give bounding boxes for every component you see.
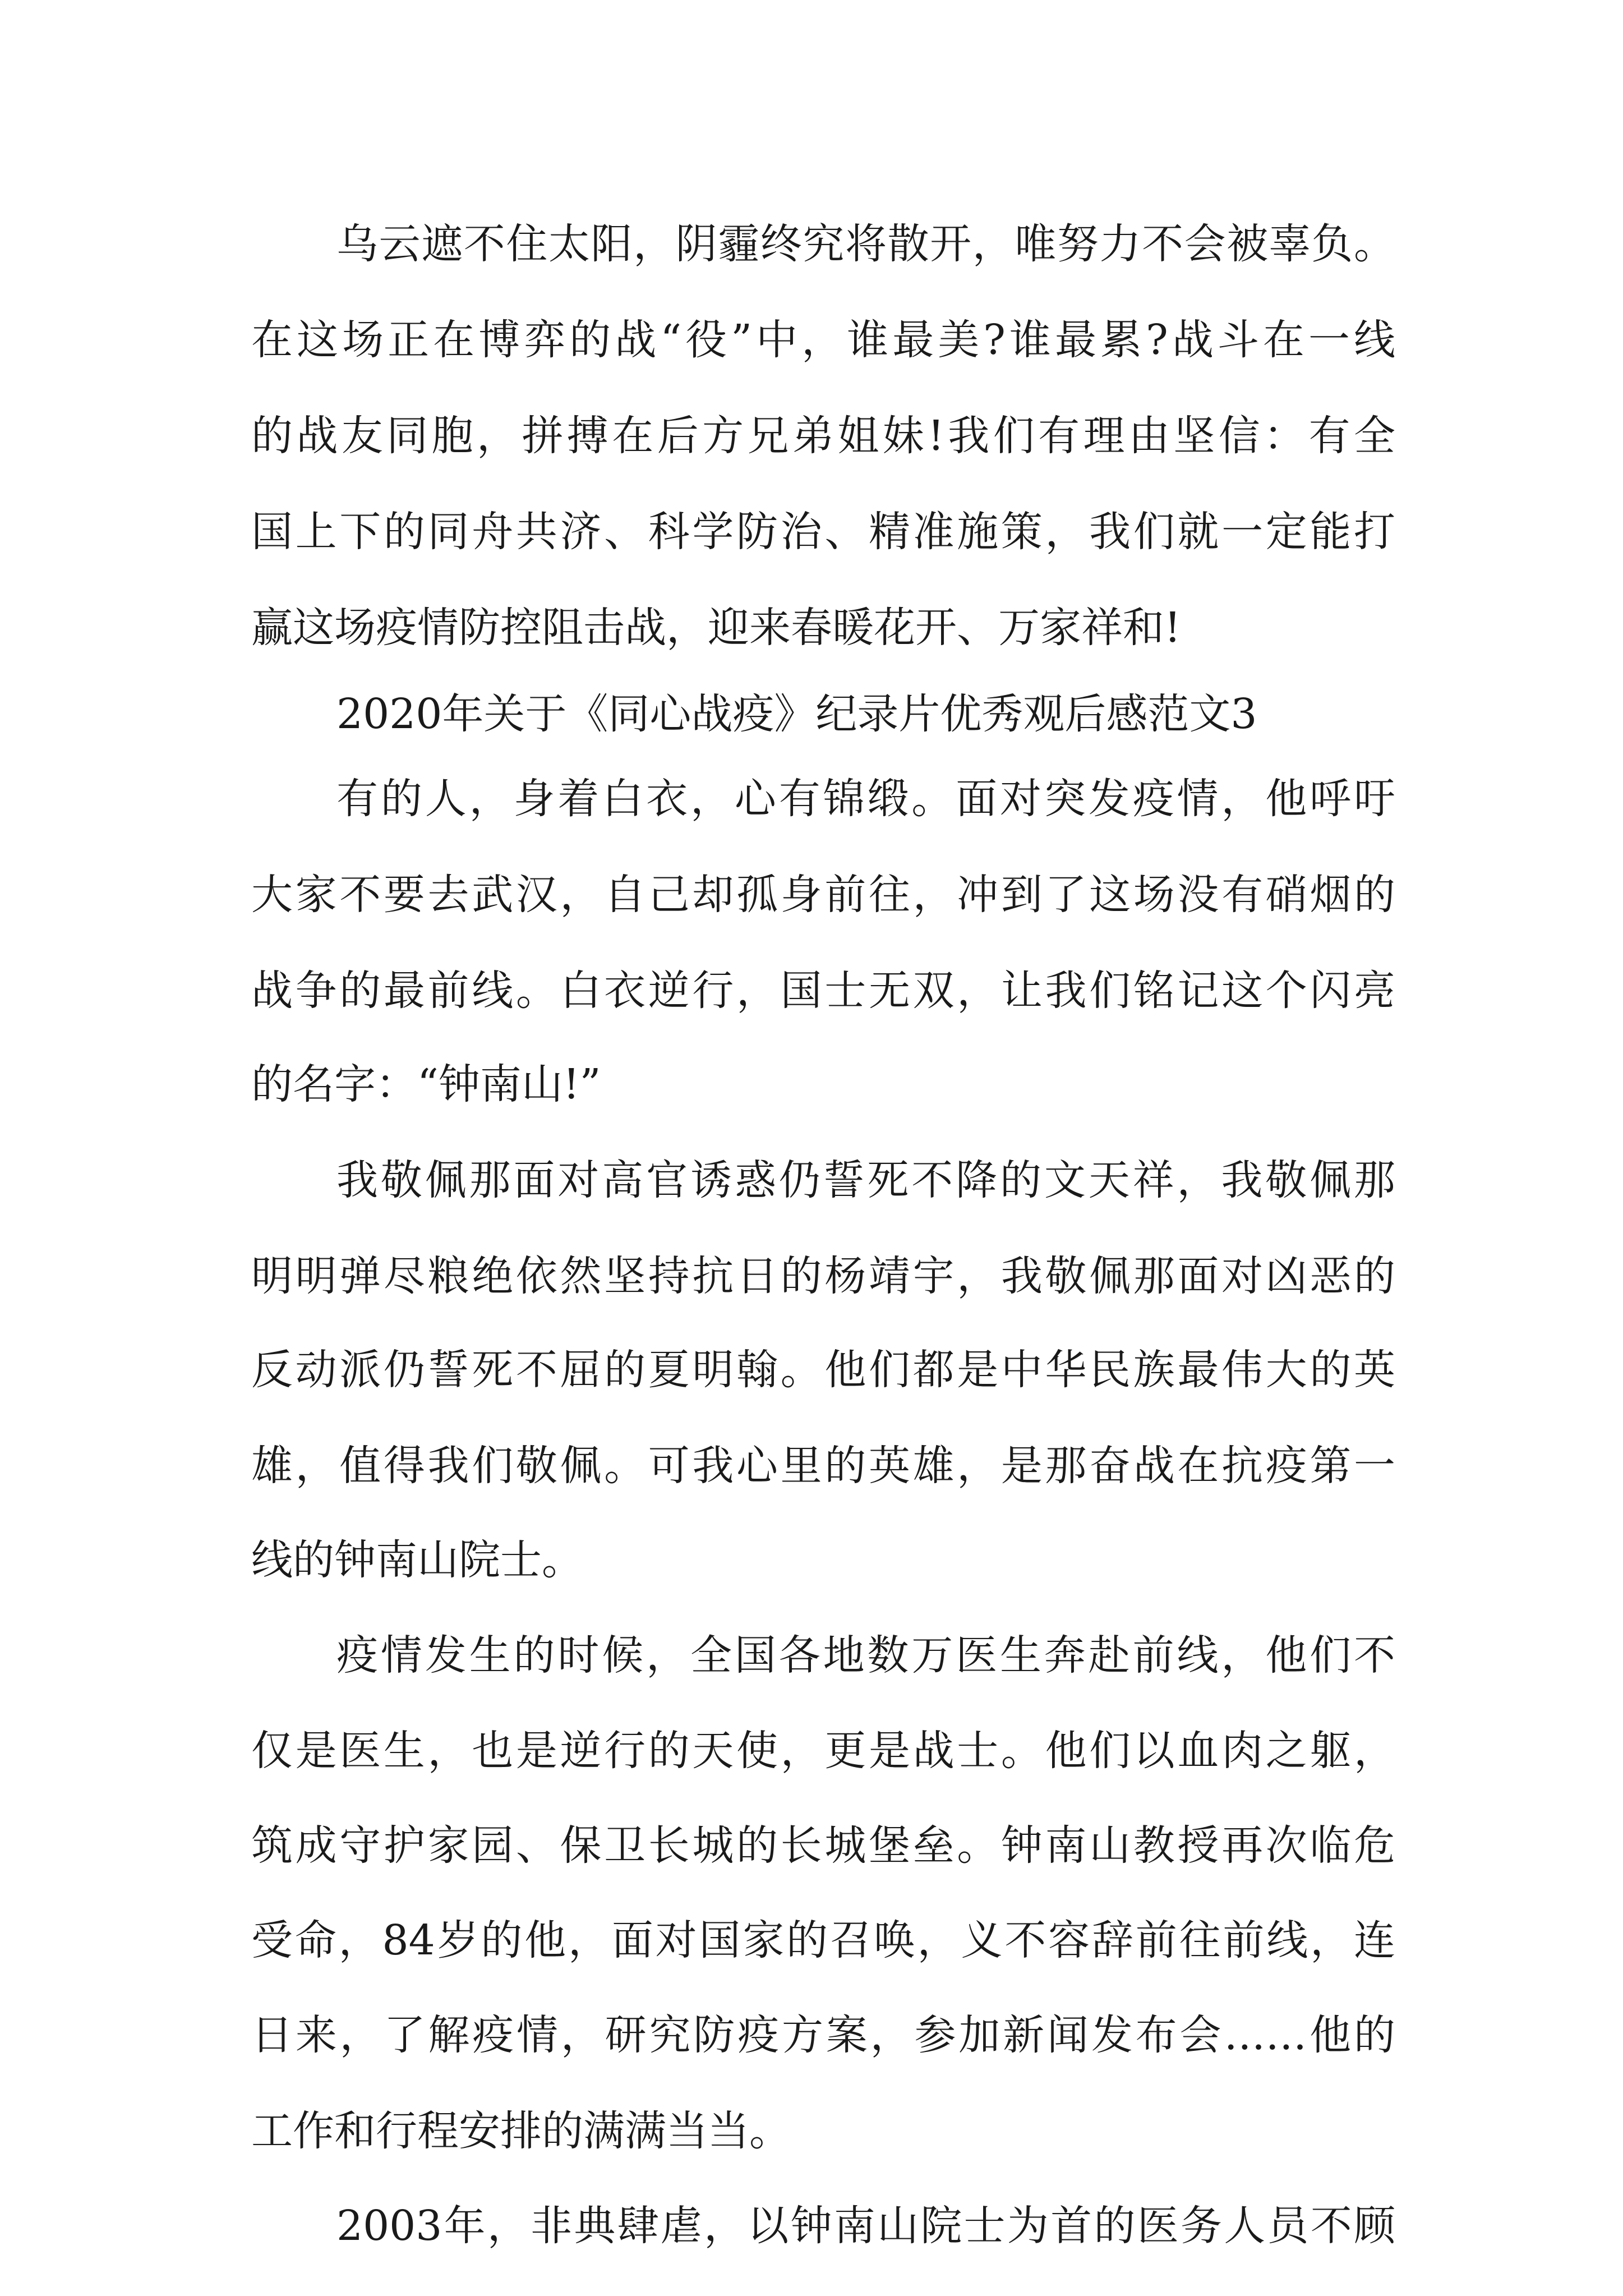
text-line: 的名字：“钟南山!” <box>251 1060 601 1108</box>
text-line: 有的人，身着白衣，心有锦缎。面对突发疫情，他呼吁 <box>336 775 1395 823</box>
text-line: 疫情发生的时候，全国各地数万医生奔赴前线，他们不 <box>336 1631 1395 1680</box>
text-line: 雄，值得我们敬佩。可我心里的英雄，是那奋战在抗疫第一 <box>251 1442 1395 1490</box>
text-line: 2003年，非典肆虐，以钟南山院士为首的医务人员不顾 <box>336 2202 1395 2250</box>
text-line: 线的钟南山院士。 <box>251 1536 583 1584</box>
text-line: 战争的最前线。白衣逆行，国士无双，让我们铭记这个闪亮 <box>251 967 1395 1015</box>
text-line: 筑成守护家园、保卫长城的长城堡垒。钟南山教授再次临危 <box>251 1821 1395 1870</box>
text-line: 国上下的同舟共济、科学防治、精准施策，我们就一定能打 <box>251 508 1395 556</box>
text-line: 工作和行程安排的满满当当。 <box>251 2107 791 2155</box>
text-line: 在这场正在博弈的战“役”中，谁最美?谁最累?战斗在一线 <box>251 316 1395 364</box>
text-line: 反动派仍誓死不屈的夏明翰。他们都是中华民族最伟大的英 <box>251 1346 1395 1394</box>
text-line: 乌云遮不住太阳，阴霾终究将散开，唯努力不会被辜负。 <box>336 220 1395 268</box>
text-line: 受命，84岁的他，面对国家的召唤，义不容辞前往前线，连 <box>251 1916 1395 1964</box>
text-line: 仅是医生，也是逆行的天使，更是战士。他们以血肉之躯， <box>251 1727 1395 1775</box>
text-line: 赢这场疫情防控阻击战，迎来春暖花开、万家祥和! <box>251 604 1181 652</box>
section-heading: 2020年关于《同心战疫》纪录片优秀观后感范文3 <box>336 690 1257 738</box>
text-line: 我敬佩那面对高官诱惑仍誓死不降的文天祥，我敬佩那 <box>336 1156 1395 1204</box>
text-line: 明明弹尽粮绝依然坚持抗日的杨靖宇，我敬佩那面对凶恶的 <box>251 1252 1395 1300</box>
text-line: 大家不要去武汉，自己却孤身前往，冲到了这场没有硝烟的 <box>251 871 1395 919</box>
text-line: 日来，了解疫情，研究防疫方案，参加新闻发布会……他的 <box>251 2011 1395 2059</box>
text-line: 的战友同胞，拼搏在后方兄弟姐妹!我们有理由坚信：有全 <box>251 412 1395 460</box>
